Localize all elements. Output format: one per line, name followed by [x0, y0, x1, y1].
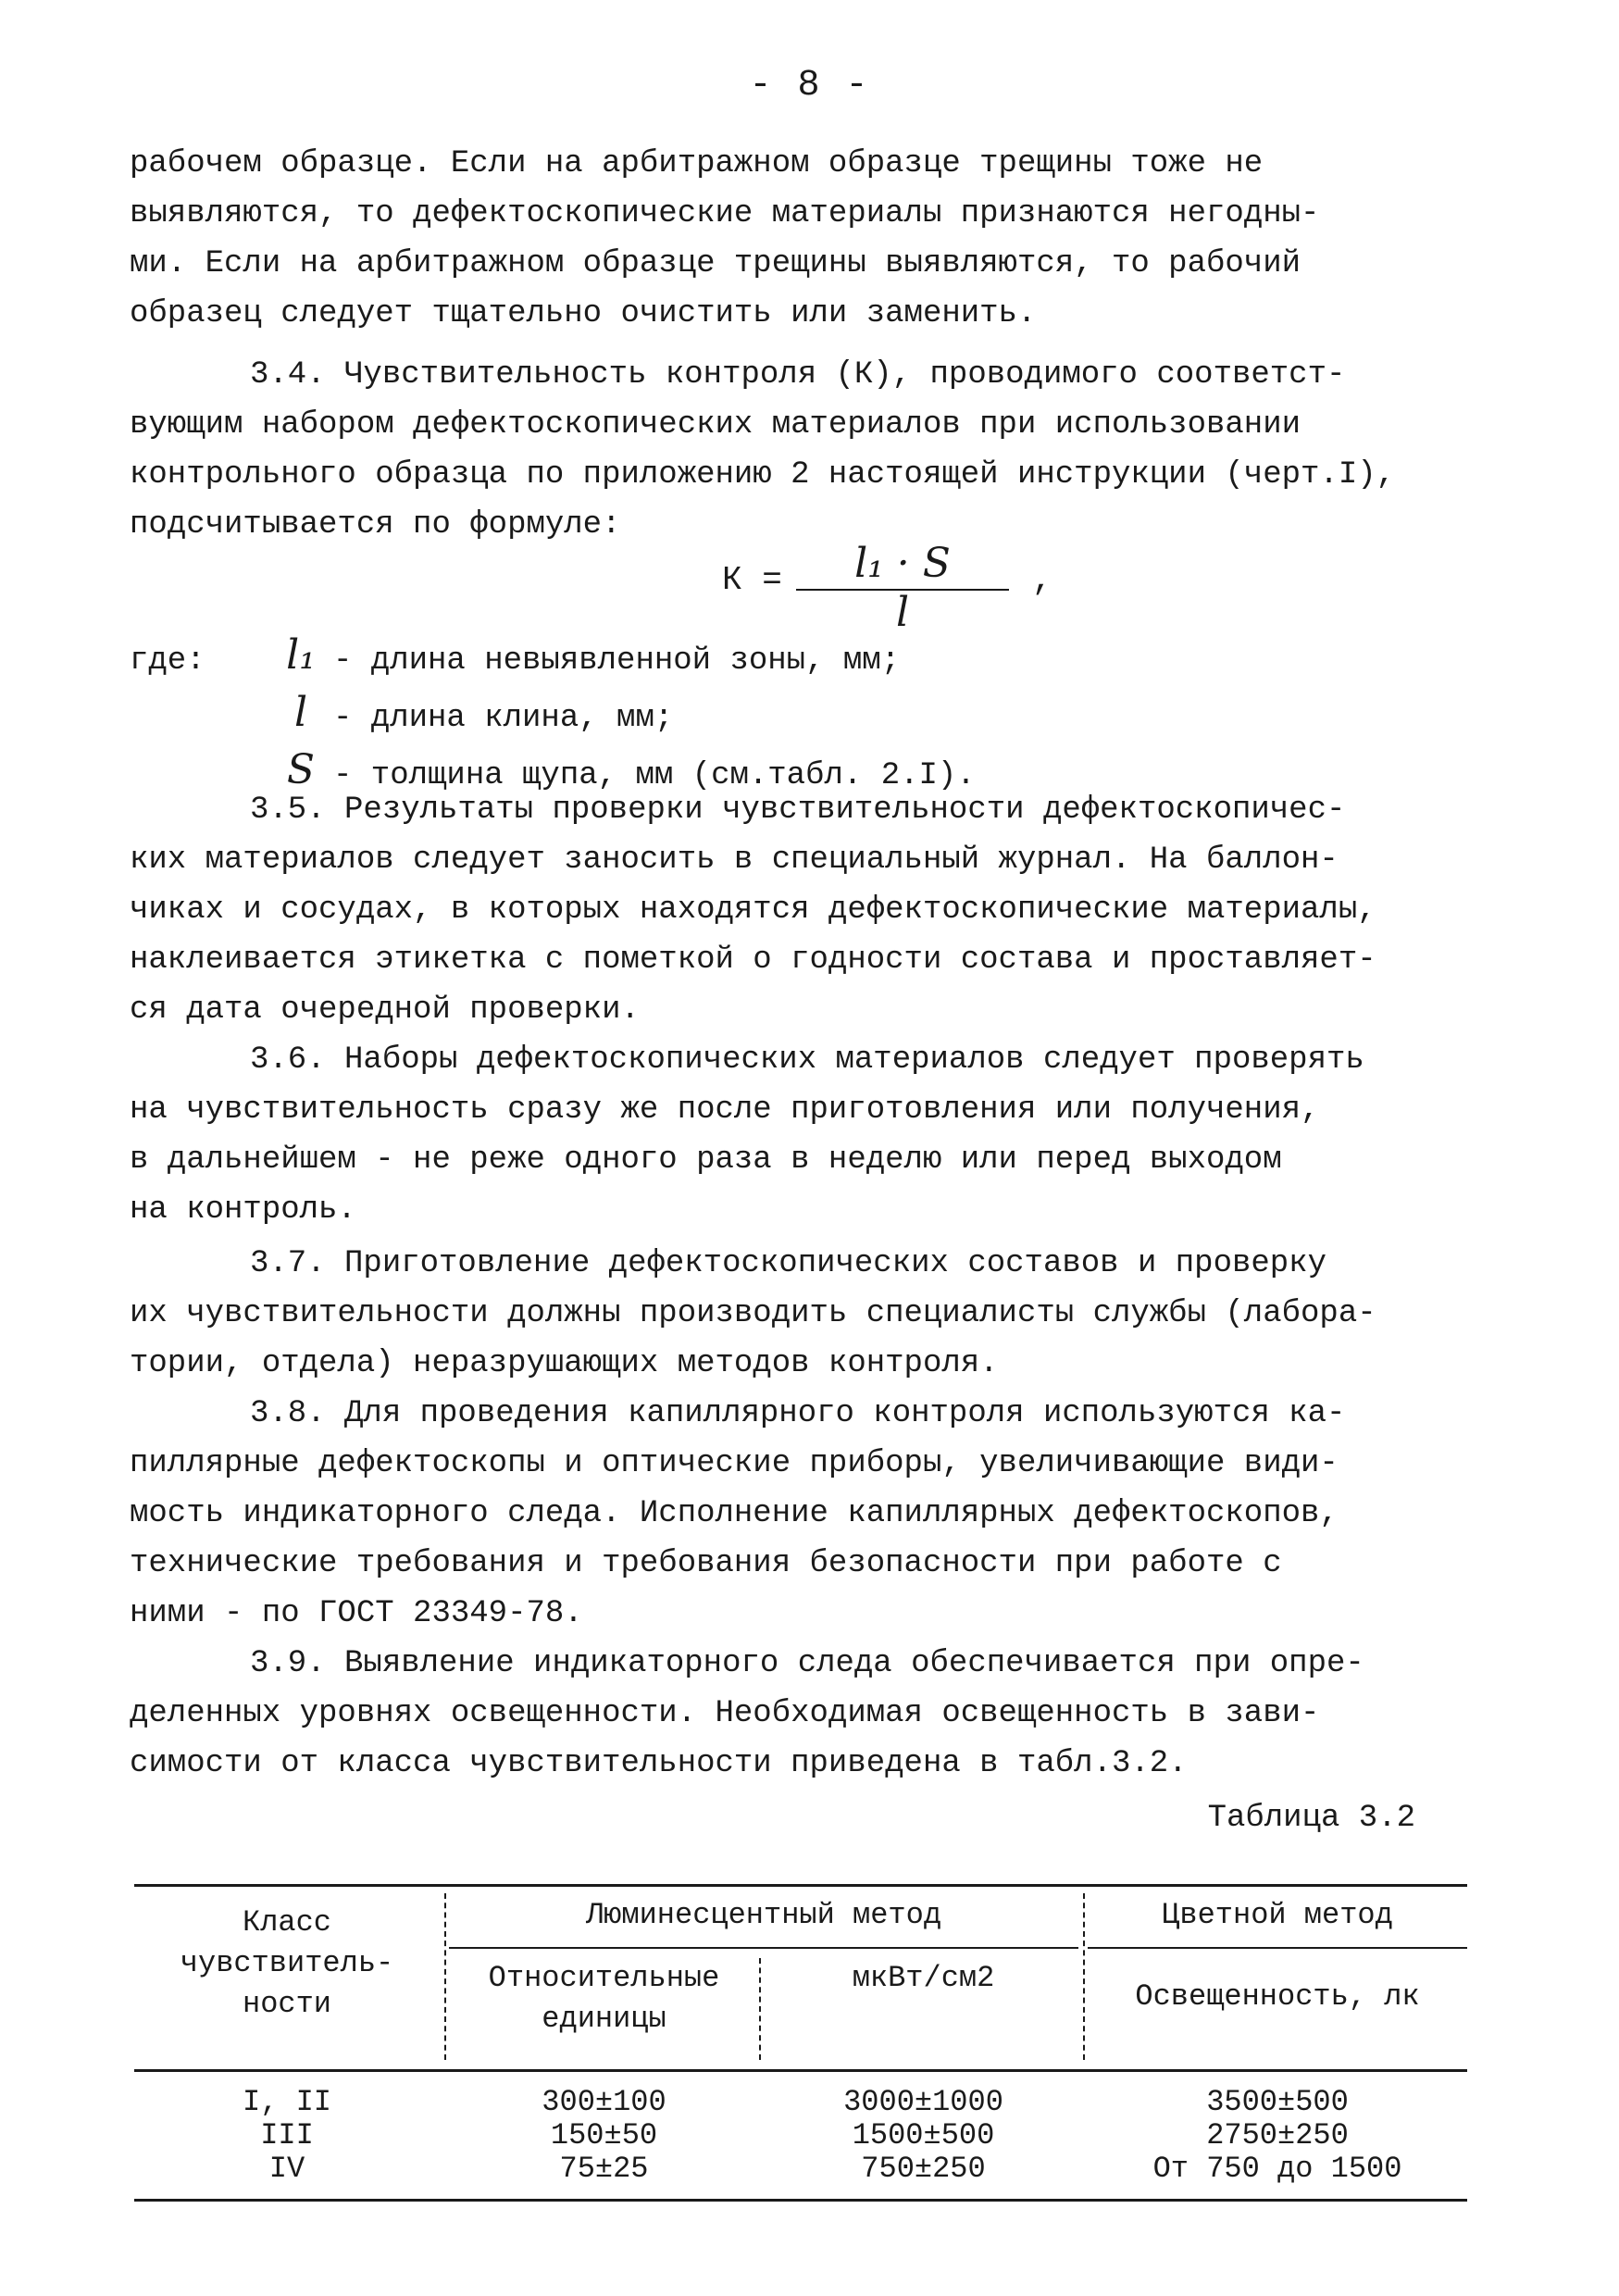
text-line: 3.6. Наборы дефектоскопических материалов следует проверять	[250, 1042, 1364, 1078]
table-cell: 1500±500	[852, 2118, 995, 2152]
text-line: выявляются, то дефектоскопические материалы признаются негодны-	[130, 196, 1320, 231]
text-line: их чувствительности должны производить специалисты службы (лабора-	[130, 1296, 1376, 1331]
where-label: где:	[130, 643, 205, 679]
header-line: Относительные	[488, 1961, 720, 1995]
text-line: 3.5. Результаты проверки чувствительности дефектоскопичес-	[250, 792, 1346, 828]
table-cell: 300±100	[542, 2085, 666, 2119]
paragraph-3-7	[130, 1239, 1490, 1389]
column-separator	[1083, 1893, 1085, 2060]
definition-symbol: S	[286, 746, 316, 793]
table-header-rule	[134, 2069, 1467, 2072]
paragraph-continuation	[130, 139, 1490, 339]
text-line: подсчитывается по формуле:	[130, 507, 621, 543]
text-line: 3.7. Приготовление дефектоскопических составов и проверку	[250, 1246, 1326, 1281]
column-separator	[444, 1893, 446, 2060]
header-class-line: чувствитель-	[180, 1946, 394, 1980]
text-line: пиллярные дефектоскопы и оптические приборы, увеличивающие види-	[130, 1446, 1339, 1481]
column-classes	[134, 2086, 440, 2186]
formula-definitions	[130, 630, 976, 802]
formula-denominator: l	[895, 589, 910, 636]
formula-comma: ,	[1032, 561, 1052, 599]
table-cell: 2750±250	[1206, 2118, 1349, 2152]
text-line: чиках и сосудах, в которых находятся дефектоскопические материалы,	[130, 892, 1376, 928]
text-line: ми. Если на арбитражном образце трещины выявляются, то рабочий	[130, 246, 1301, 281]
text-line: ними - по ГОСТ 23349-78.	[130, 1596, 583, 1631]
text-line: ся дата очередной проверки.	[130, 992, 640, 1028]
header-illuminance: Освещенность, лк	[1135, 1979, 1420, 2014]
text-line: 3.4. Чувствительность контроля (К), проводимого соответст-	[250, 357, 1346, 393]
table-sub-rule	[449, 1947, 782, 1949]
formula-lhs: К =	[722, 561, 782, 599]
table-cell: IV	[268, 2152, 305, 2186]
table-sub-rule	[782, 1947, 1078, 1949]
text-line: деленных уровнях освещенности. Необходимая освещенность в зави-	[130, 1696, 1320, 1731]
paragraph-3-9	[130, 1639, 1490, 1789]
table-cell: 3000±1000	[843, 2085, 1003, 2119]
header-class	[134, 1903, 440, 2025]
text-line: технические требования и требования безопасности при работе с	[130, 1546, 1282, 1581]
paragraph-3-6	[130, 1035, 1490, 1235]
definition-symbol: l	[293, 689, 308, 736]
page-number: - 8 -	[749, 65, 870, 106]
column-separator	[759, 1958, 761, 2060]
text-line: ких материалов следует заносить в специальный журнал. На баллон-	[130, 842, 1339, 878]
header-irradiance-unit: мкВт/см2	[852, 1961, 995, 1995]
text-line: образец следует тщательно очистить или заменить.	[130, 296, 1037, 331]
definition-text: - толщина щупа, мм (см.табл. 2.I).	[333, 758, 976, 793]
text-line: симости от класса чувствительности приведена в табл.3.2.	[130, 1746, 1188, 1781]
formula-numerator: l₁ · S	[854, 540, 951, 587]
text-line: на чувствительность сразу же после приготовления или получения,	[130, 1092, 1320, 1128]
definition-row	[130, 630, 976, 687]
definition-row	[130, 687, 976, 744]
table-cell: I, II	[242, 2085, 331, 2119]
definition-text: - длина клина, мм;	[333, 701, 674, 736]
text-line: в дальнейшем - не реже одного раза в неделю или перед выходом	[130, 1142, 1282, 1178]
table-sub-rule	[1088, 1947, 1467, 1949]
header-luminescent-method: Люминесцентный метод	[585, 1898, 942, 1932]
header-class-line: ности	[242, 1987, 331, 2021]
paragraph-3-4	[130, 350, 1490, 550]
table-caption: Таблица 3.2	[1207, 1801, 1415, 1836]
table-cell: 750±250	[861, 2152, 986, 2186]
column-irradiance	[764, 2086, 1083, 2186]
column-illuminance	[1088, 2086, 1467, 2186]
table-cell: 3500±500	[1206, 2085, 1349, 2119]
table-bottom-rule	[134, 2199, 1467, 2202]
formula-fraction	[796, 540, 1009, 636]
table-cell: От 750 до 1500	[1152, 2152, 1402, 2186]
column-relative-units	[449, 2086, 759, 2186]
table-cell: 75±25	[559, 2152, 649, 2186]
table-top-rule	[134, 1884, 1467, 1887]
text-line: контрольного образца по приложению 2 настоящей инструкции (черт.I),	[130, 457, 1396, 493]
header-class-line: Класс	[242, 1905, 331, 1940]
header-relative-units	[449, 1958, 759, 2040]
table-cell: III	[260, 2118, 314, 2152]
text-line: тории, отдела) неразрушающих методов контроля.	[130, 1346, 999, 1381]
paragraph-3-5	[130, 785, 1490, 1035]
header-color-method: Цветной метод	[1162, 1898, 1393, 1932]
definition-symbol: l₁	[286, 631, 316, 679]
header-line: единицы	[542, 2002, 666, 2036]
table-cell: 150±50	[550, 2118, 658, 2152]
paragraph-3-8	[130, 1389, 1490, 1639]
text-line: 3.9. Выявление индикаторного следа обеспечивается при опре-	[250, 1646, 1364, 1681]
text-line: на контроль.	[130, 1192, 356, 1228]
text-line: мость индикаторного следа. Исполнение капиллярных дефектоскопов,	[130, 1496, 1339, 1531]
text-line: рабочем образце. Если на арбитражном образце трещины тоже не	[130, 146, 1264, 181]
text-line: 3.8. Для проведения капиллярного контроля используются ка-	[250, 1396, 1346, 1431]
definition-text: - длина невыявленной зоны, мм;	[333, 643, 901, 679]
text-line: наклеивается этикетка с пометкой о годности состава и проставляет-	[130, 942, 1376, 978]
text-line: вующим набором дефектоскопических материалов при использовании	[130, 407, 1301, 443]
